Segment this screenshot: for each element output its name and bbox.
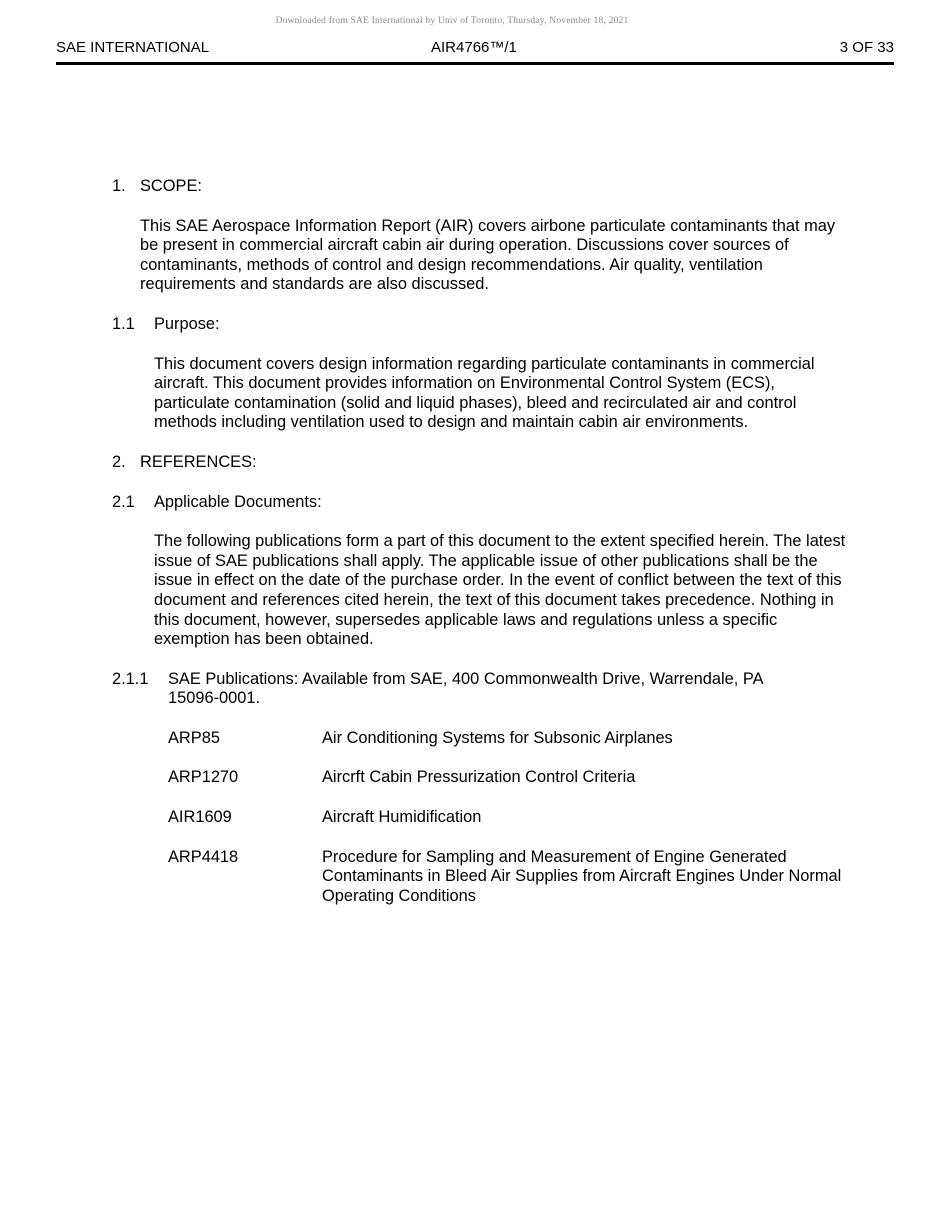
section-sae-publications (112, 670, 852, 709)
section-purpose-heading (112, 315, 852, 335)
document-body (112, 177, 852, 906)
reference-code: ARP1270 (168, 768, 239, 787)
reference-code: ARP85 (168, 728, 220, 747)
section-title: Applicable Documents: (154, 492, 322, 511)
section-scope-heading (112, 177, 852, 197)
reference-title: Procedure for Sampling and Measurement of Engine Generated Contaminants in Bleed Air Supplies from Aircraft Engines Under Normal Operating Conditions (322, 847, 842, 905)
reference-item (168, 848, 852, 907)
scope-paragraph: This SAE Aerospace Information Report (AIR) covers airbone particulate contaminants that may be present in commercial aircraft cabin air during operation. Discussions cover sources of contaminants, methods of control and design recommendations. Air quality, ventilation requirements and standards are also discussed. (140, 216, 836, 294)
section-number: 2. (112, 452, 126, 471)
reference-title: Air Conditioning Systems for Subsonic Airplanes (322, 728, 673, 747)
reference-title: Aircrft Cabin Pressurization Control Criteria (322, 768, 636, 787)
section-title: Purpose: (154, 314, 220, 333)
section-number: 2.1 (112, 492, 135, 511)
reference-item (168, 808, 852, 828)
reference-list (168, 729, 852, 907)
sae-publications-text: SAE Publications: Available from SAE, 400 Commonwealth Drive, Warrendale, PA 15096-0001. (168, 669, 763, 708)
reference-item (168, 768, 852, 788)
reference-item (168, 729, 852, 749)
section-number: 1. (112, 177, 126, 195)
section-number: 2.1.1 (112, 669, 149, 688)
header-page-number: 3 OF 33 (839, 39, 894, 56)
reference-title: Aircraft Humidification (322, 808, 482, 827)
reference-code: ARP4418 (168, 847, 239, 866)
purpose-paragraph: This document covers design information regarding particulate contaminants in commercial aircraft. This document provides information on Environmental Control System (ECS), particulate contamination (solid and liquid phases), bleed and recirculated air and control methods including ventilation used to design and maintain cabin air environments. (154, 354, 815, 432)
page-header (56, 38, 894, 65)
section-references-heading (112, 453, 852, 473)
reference-code: AIR1609 (168, 808, 232, 827)
section-title: REFERENCES: (140, 452, 257, 471)
header-org: SAE INTERNATIONAL (56, 39, 210, 56)
section-title: SCOPE: (140, 177, 202, 195)
section-number: 1.1 (112, 314, 135, 333)
download-watermark: Downloaded from SAE International by Univ of Toronto, Thursday, November 18, 2021 (275, 16, 629, 26)
section-applicable-heading (112, 493, 852, 513)
applicable-paragraph: The following publications form a part of this document to the extent specified herein. The latest issue of SAE publications shall apply. The applicable issue of other publications shall be the issue in effect on the date of the purchase order. In the event of conflict between the text of this document and references cited herein, the text of this document takes precedence. Nothing in this document, however, supersedes applicable laws and regulations unless a specific exemption has been obtained. (154, 532, 846, 649)
header-doc-id: AIR4766™/1 (431, 39, 517, 56)
